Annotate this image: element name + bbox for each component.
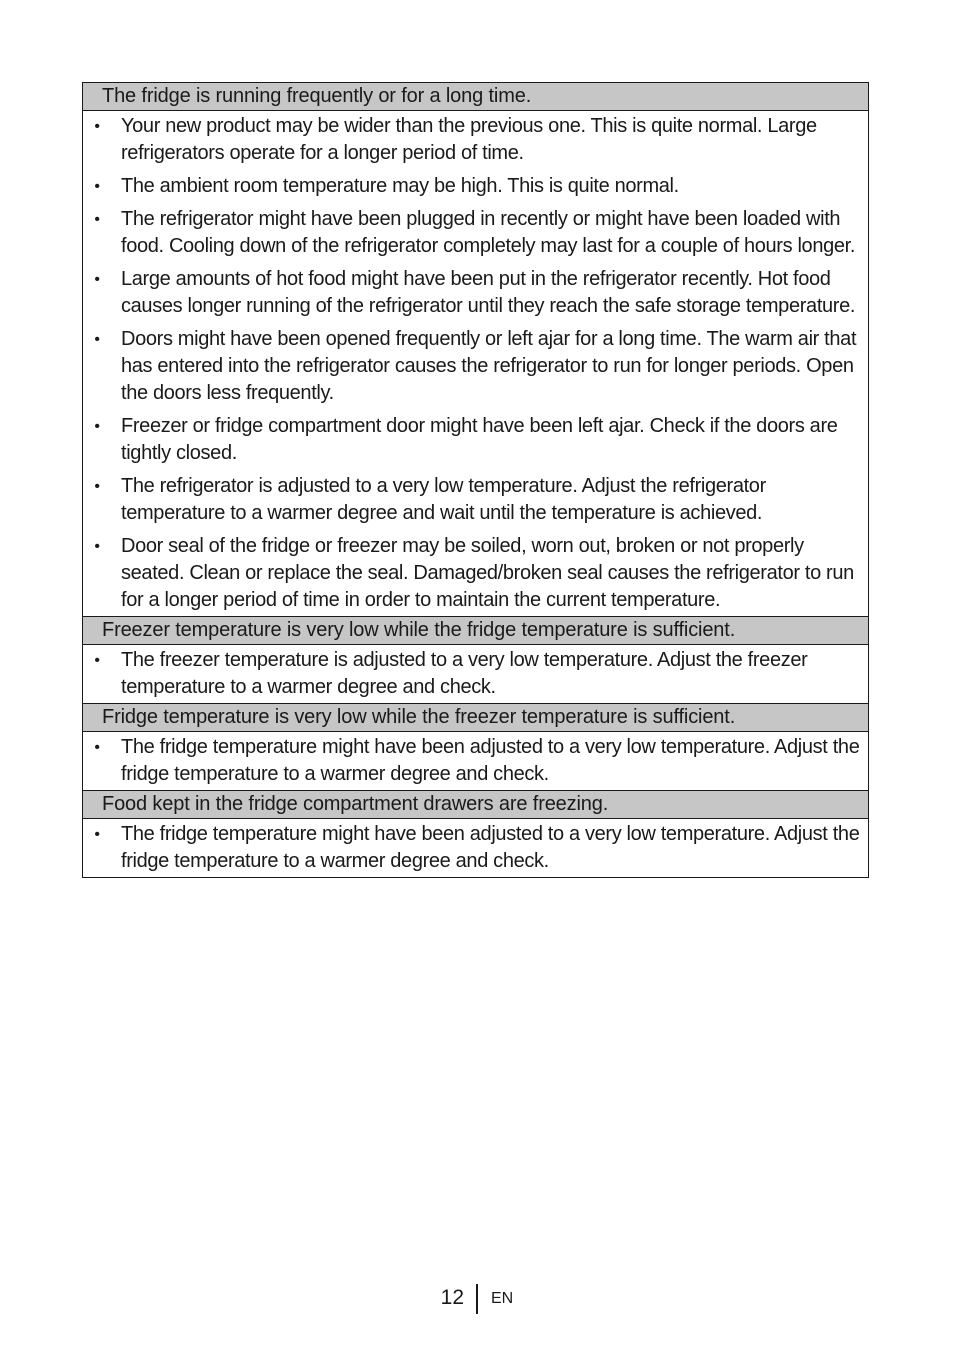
page-footer — [0, 1283, 954, 1315]
list-item-text: The refrigerator might have been plugged in recently or might have been loaded with food. Cooling down of the refrigerator completely may last for a couple of hours longer. — [121, 208, 856, 257]
bullet-icon: • — [94, 331, 100, 348]
list-item — [83, 821, 868, 875]
list-item — [83, 413, 868, 467]
list-item — [83, 173, 868, 200]
language-code: EN — [491, 1290, 514, 1307]
list-item — [83, 326, 868, 407]
list-item — [83, 206, 868, 260]
list-item — [83, 473, 868, 527]
bullet-list — [83, 647, 868, 701]
list-item — [83, 647, 868, 701]
list-item — [83, 113, 868, 167]
list-item-text: The ambient room temperature may be high. This is quite normal. — [121, 175, 679, 197]
bullet-icon: • — [94, 118, 100, 135]
troubleshooting-table — [82, 82, 869, 878]
list-item-text: Your new product may be wider than the previous one. This is quite normal. Large refrigerators operate for a longer period of time. — [121, 115, 817, 164]
section-header: Food kept in the fridge compartment drawers are freezing. — [83, 791, 868, 819]
section-body — [83, 732, 868, 791]
list-item-text: Doors might have been opened frequently or left ajar for a long time. The warm air that has entered into the refrigerator causes the refrigerator to run for longer periods. Open the doors less frequently. — [121, 328, 857, 404]
section-header: Freezer temperature is very low while the fridge temperature is sufficient. — [83, 617, 868, 645]
list-item-text: The freezer temperature is adjusted to a very low temperature. Adjust the freezer temperature to a warmer degree and check. — [121, 649, 808, 698]
list-item-text: Door seal of the fridge or freezer may be soiled, worn out, broken or not properly seated. Clean or replace the seal. Damaged/broken seal causes the refrigerator to run for a longer period of time in order to maintain the current temperature. — [121, 535, 854, 611]
list-item — [83, 533, 868, 614]
footer-divider — [476, 1284, 478, 1314]
list-item-text: The fridge temperature might have been adjusted to a very low temperature. Adjust the fridge temperature to a warmer degree and check. — [121, 823, 860, 872]
list-item-text: The fridge temperature might have been adjusted to a very low temperature. Adjust the fridge temperature to a warmer degree and check. — [121, 736, 860, 785]
section-header: The fridge is running frequently or for a long time. — [83, 83, 868, 111]
bullet-icon: • — [94, 478, 100, 495]
bullet-icon: • — [94, 418, 100, 435]
list-item-text: The refrigerator is adjusted to a very low temperature. Adjust the refrigerator temperature to a warmer degree and wait until the temperature is achieved. — [121, 475, 766, 524]
bullet-icon: • — [94, 211, 100, 228]
bullet-icon: • — [94, 178, 100, 195]
list-item-text: Freezer or fridge compartment door might have been left ajar. Check if the doors are tightly closed. — [121, 415, 838, 464]
bullet-icon: • — [94, 652, 100, 669]
bullet-icon: • — [94, 739, 100, 756]
bullet-icon: • — [94, 538, 100, 555]
list-item — [83, 266, 868, 320]
section-body — [83, 111, 868, 617]
section-body — [83, 819, 868, 877]
page-number: 12 — [440, 1286, 464, 1309]
bullet-list — [83, 734, 868, 788]
bullet-icon: • — [94, 826, 100, 843]
section-body — [83, 645, 868, 704]
list-item-text: Large amounts of hot food might have been put in the refrigerator recently. Hot food causes longer running of the refrigerator until they reach the safe storage temperature. — [121, 268, 856, 317]
section-header: Fridge temperature is very low while the freezer temperature is sufficient. — [83, 704, 868, 732]
bullet-icon: • — [94, 271, 100, 288]
bullet-list — [83, 821, 868, 875]
bullet-list — [83, 113, 868, 614]
list-item — [83, 734, 868, 788]
